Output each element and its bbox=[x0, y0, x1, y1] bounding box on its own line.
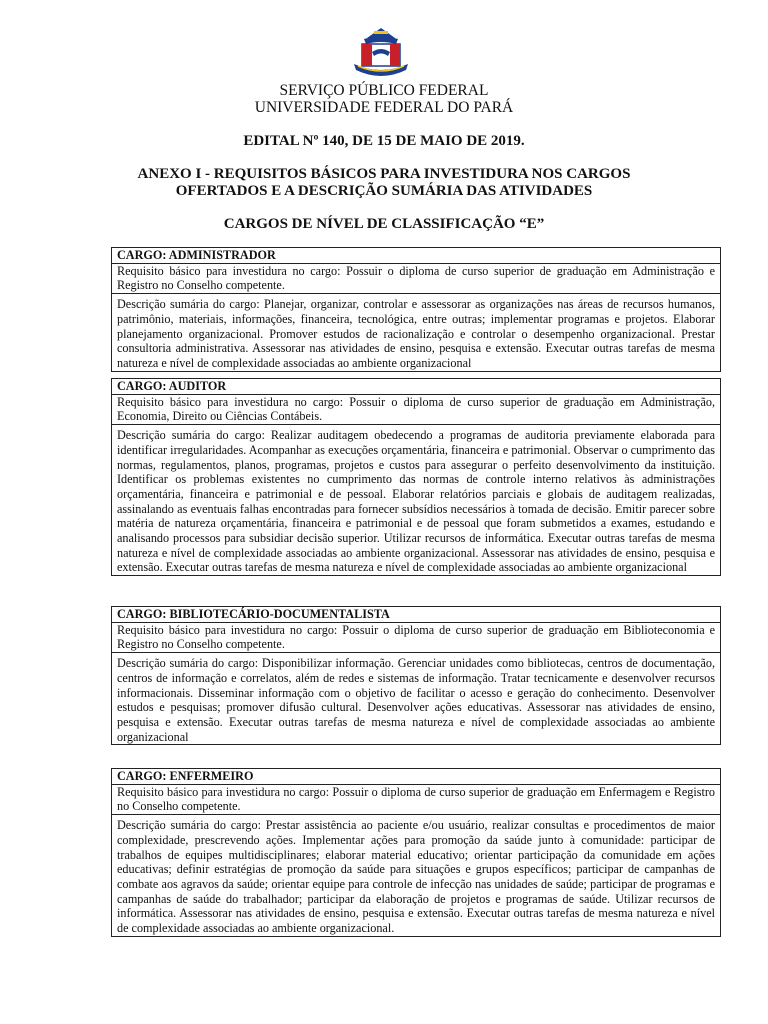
anexo-heading-line-2: OFERTADOS E A DESCRIÇÃO SUMÁRIA DAS ATIVIDADES bbox=[175, 183, 593, 199]
cargo-requisito: Requisito básico para investidura no cargo: Possuir o diploma de curso superior de graduação em Biblioteconomia e Registro no Conselho competente. bbox=[112, 622, 720, 652]
section-title: CARGOS DE NÍVEL DE CLASSIFICAÇÃO “E” bbox=[223, 216, 545, 232]
cargo-descricao: Descrição sumária do cargo: Planejar, organizar, controlar e assessorar as organizações nas áreas de recursos humanos, patrimônio, materiais, informações, financeira, tecnológica, entre outras; implementar programas e projetos. Elaborar planejamento organizacional. Promover estudos de racionalização e controlar o desempenho organizacional. Prestar consultoria administrativa. Assessorar nas atividades de ensino, pesquisa e extensão. Executar outras tarefas de mesma natureza e nível de complexidade associadas ao ambiente organizacional bbox=[112, 293, 720, 371]
cargo-block-enfermeiro bbox=[111, 768, 721, 937]
university-emblem-icon bbox=[350, 26, 412, 82]
cargo-block-bibliotecario bbox=[111, 606, 721, 745]
edital-title: EDITAL Nº 140, DE 15 DE MAIO DE 2019. bbox=[243, 133, 525, 149]
anexo-heading-line-1: ANEXO I - REQUISITOS BÁSICOS PARA INVESTIDURA NOS CARGOS bbox=[137, 166, 631, 182]
cargo-title: CARGO: AUDITOR bbox=[117, 379, 227, 393]
header-service-line: SERVIÇO PÚBLICO FEDERAL bbox=[279, 82, 489, 99]
cargo-title: CARGO: ADMINISTRADOR bbox=[117, 248, 276, 262]
cargo-block-administrador bbox=[111, 247, 721, 372]
cargo-descricao: Descrição sumária do cargo: Prestar assistência ao paciente e/ou usuário, realizar consultas e procedimentos de maior complexidade, prescrevendo ações. Implementar ações para promoção da saúde junto à comunidade: participar de trabalhos de equipes multidisciplinares; elaborar material educativo; orientar participação da comunidade em ações educativas; definir estratégias de promoção da saúde para situações e grupos específicos; participar de campanhas de combate aos agravos da saúde; orientar equipe para controle de infecção nas unidades de saúde; participar de programas e campanhas de saúde do trabalhador; participar da elaboração de projetos e programas de saúde. Utilizar recursos de informática. Assessorar nas atividades de ensino, pesquisa e extensão. Executar outras tarefas de mesma natureza e nível de complexidade associadas ao ambiente organizacional. bbox=[112, 814, 720, 936]
anexo-heading bbox=[0, 166, 768, 200]
header-university-line: UNIVERSIDADE FEDERAL DO PARÁ bbox=[254, 99, 514, 116]
cargo-requisito: Requisito básico para investidura no cargo: Possuir o diploma de curso superior de graduação em Administração, Economia, Direito ou Ciências Contábeis. bbox=[112, 394, 720, 424]
cargo-title: CARGO: BIBLIOTECÁRIO-DOCUMENTALISTA bbox=[117, 607, 390, 621]
cargo-title: CARGO: ENFERMEIRO bbox=[117, 769, 254, 783]
cargo-requisito: Requisito básico para investidura no cargo: Possuir o diploma de curso superior de graduação em Administração e Registro no Conselho competente. bbox=[112, 263, 720, 293]
cargo-requisito: Requisito básico para investidura no cargo: Possuir o diploma de curso superior de graduação em Enfermagem e Registro no Conselho competente. bbox=[112, 784, 720, 814]
cargo-descricao: Descrição sumária do cargo: Realizar auditagem obedecendo a programas de auditoria previamente elaborada para identificar irregularidades. Acompanhar as execuções orçamentária, financeira e patrimonial. Observar o cumprimento das normas, regulamentos, planos, programas, projetos e custos para assegurar o perfeito desenvolvimento da instituição. Identificar os problemas existentes no cumprimento das normas de controle interno relativos às administrações orçamentária, financeira e patrimonial e de pessoal. Elaborar relatórios parciais e globais de auditagem realizadas, assinalando as eventuais falhas encontradas para fornecer subsídios necessários à tomada de decisão. Emitir parecer sobre matéria de natureza orçamentária, financeira e patrimonial e de pessoal que foram submetidos a exames, estudando e analisando processos para subsidiar decisão superior. Utilizar recursos de informática. Executar outras tarefas de mesma natureza e nível de complexidade associadas ao ambiente organizacional. Assessorar nas atividades de ensino, pesquisa e extensão. Executar outras tarefas de mesma natureza e nível de complexidade associadas ao ambiente organizacional bbox=[112, 424, 720, 575]
cargo-descricao: Descrição sumária do cargo: Disponibilizar informação. Gerenciar unidades como bibliotecas, centros de documentação, centros de informação e correlatos, além de redes e sistemas de informação. Tratar tecnicamente e desenvolver recursos informacionais. Disseminar informação com o objetivo de facilitar o acesso e geração do conhecimento. Desenvolver estudos e pesquisas; promover difusão cultural. Desenvolver ações educativas. Assessorar nas atividades de ensino, pesquisa e extensão. Executar outras tarefas de mesma natureza e nível de complexidade associadas ao ambiente organizacional bbox=[112, 652, 720, 744]
cargo-block-auditor bbox=[111, 378, 721, 576]
